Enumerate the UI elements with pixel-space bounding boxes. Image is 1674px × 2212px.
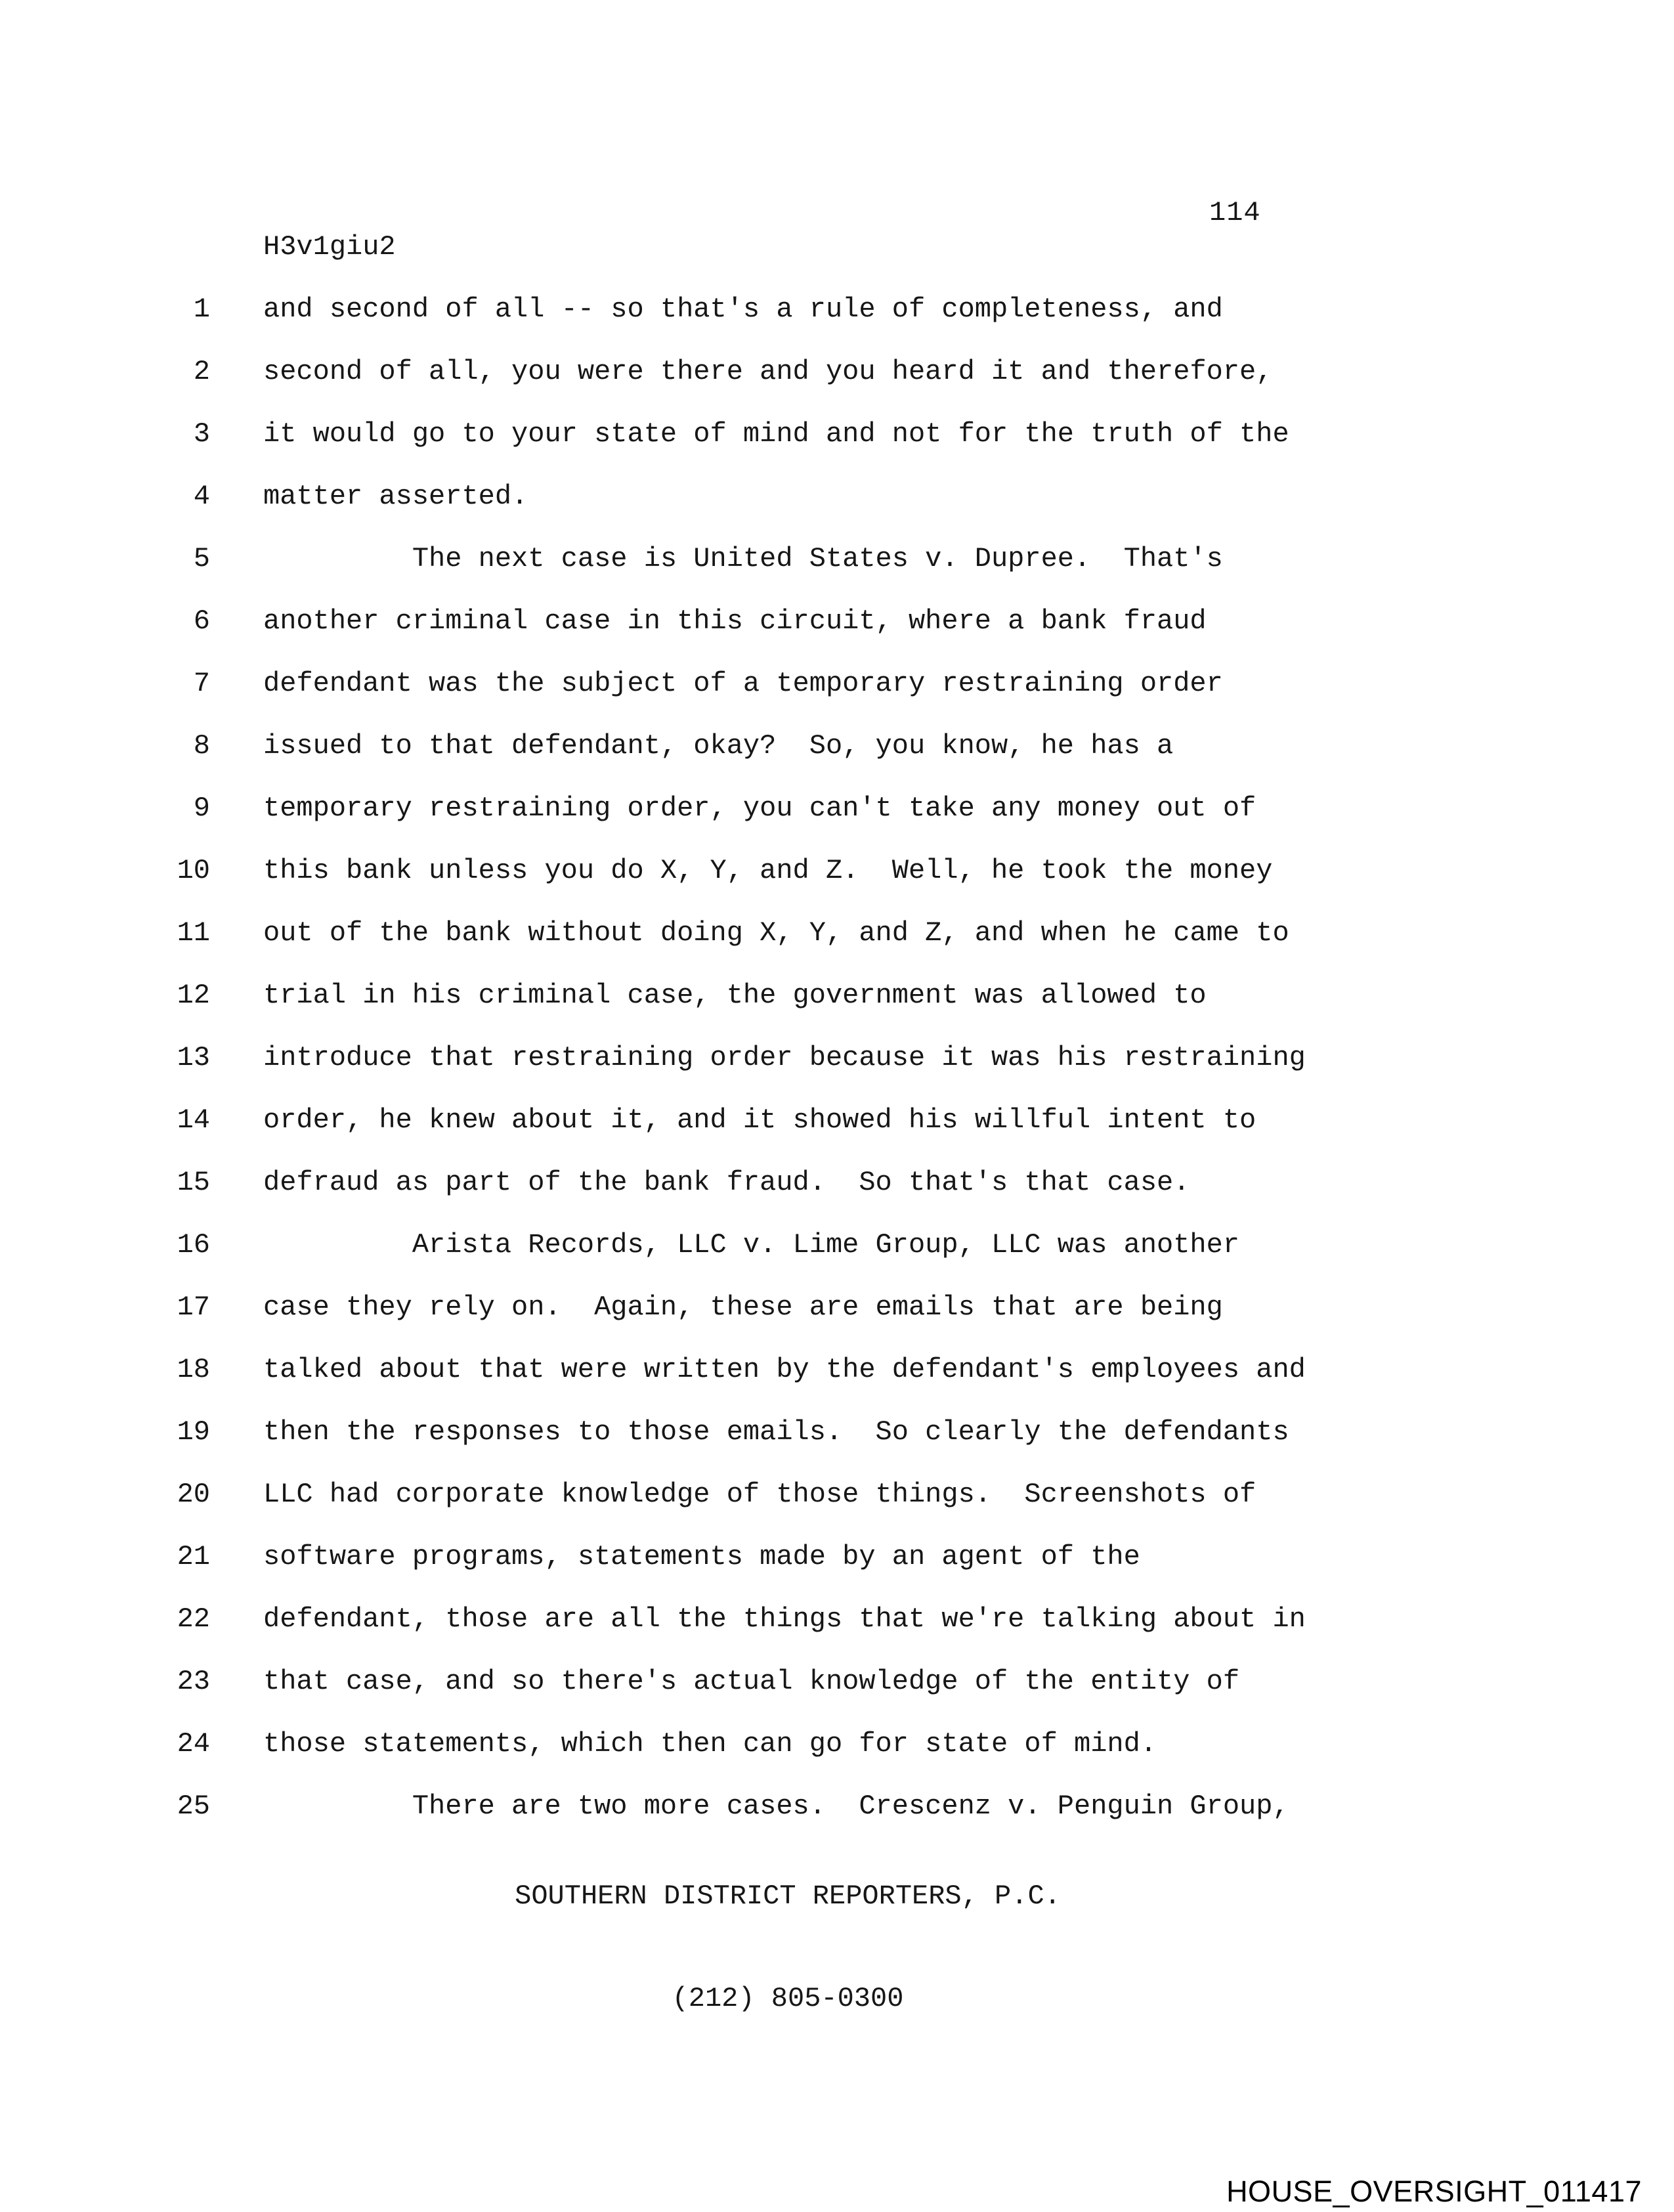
line-number: 8 [193, 730, 210, 762]
transcript-line [0, 1526, 1674, 1588]
line-number: 3 [193, 418, 210, 450]
line-number: 6 [193, 605, 210, 637]
line-text: defendant was the subject of a temporary restraining order [263, 668, 1223, 699]
reporter-footer [263, 1811, 1313, 2084]
line-text: There are two more cases. Crescenz v. Penguin Group, [263, 1790, 1289, 1822]
line-text: this bank unless you do X, Y, and Z. Well, he took the money [263, 855, 1273, 886]
line-text: temporary restraining order, you can't take any money out of [263, 792, 1256, 824]
bates-stamp: HOUSE_OVERSIGHT_011417 [1226, 2175, 1642, 2208]
line-number: 24 [177, 1728, 210, 1760]
line-number: 11 [177, 917, 210, 949]
line-number: 22 [177, 1603, 210, 1635]
transcript-line [0, 715, 1674, 777]
transcript-line [0, 590, 1674, 653]
line-text: that case, and so there's actual knowledge of the entity of [263, 1666, 1240, 1697]
transcript-line [0, 466, 1674, 528]
transcript-line [0, 1401, 1674, 1464]
line-text: matter asserted. [263, 481, 528, 512]
transcript-line [0, 528, 1674, 590]
line-text: defraud as part of the bank fraud. So that's that case. [263, 1167, 1190, 1198]
transcript-line [0, 653, 1674, 715]
transcript-line [0, 1651, 1674, 1713]
line-text: out of the bank without doing X, Y, and Z, and when he came to [263, 917, 1289, 949]
line-number: 17 [177, 1291, 210, 1323]
line-text: order, he knew about it, and it showed his willful intent to [263, 1104, 1256, 1136]
line-text: introduce that restraining order because it was his restraining [263, 1042, 1306, 1073]
line-number: 7 [193, 668, 210, 699]
line-text: and second of all -- so that's a rule of completeness, and [263, 293, 1223, 325]
line-number: 12 [177, 980, 210, 1011]
reporter-name: SOUTHERN DISTRICT REPORTERS, P.C. [515, 1880, 1061, 1912]
transcript-line [0, 1027, 1674, 1089]
line-text: defendant, those are all the things that we're talking about in [263, 1603, 1306, 1635]
transcript-line [0, 777, 1674, 840]
line-number: 15 [177, 1167, 210, 1198]
transcript-line [0, 278, 1674, 341]
transcript-body [0, 278, 1674, 1838]
transcript-line [0, 840, 1674, 902]
transcript-line [0, 1339, 1674, 1401]
line-text: talked about that were written by the defendant's employees and [263, 1354, 1306, 1385]
transcript-line [0, 403, 1674, 466]
transcript-line [0, 1713, 1674, 1775]
reporter-phone: (212) 805-0300 [672, 1983, 904, 2014]
line-number: 2 [193, 356, 210, 387]
line-number: 14 [177, 1104, 210, 1136]
line-text: Arista Records, LLC v. Lime Group, LLC was another [263, 1229, 1240, 1261]
line-number: 18 [177, 1354, 210, 1385]
line-number: 5 [193, 543, 210, 575]
line-number: 10 [177, 855, 210, 886]
transcript-line [0, 341, 1674, 403]
transcript-line [0, 1214, 1674, 1276]
line-number: 9 [193, 792, 210, 824]
line-text: it would go to your state of mind and not for the truth of the [263, 418, 1289, 450]
transcript-line [0, 1089, 1674, 1152]
line-text: software programs, statements made by an agent of the [263, 1541, 1140, 1572]
line-number: 21 [177, 1541, 210, 1572]
line-number: 4 [193, 481, 210, 512]
line-text: The next case is United States v. Dupree. That's [263, 543, 1223, 575]
line-text: another criminal case in this circuit, where a bank fraud [263, 605, 1207, 637]
line-number: 25 [177, 1790, 210, 1822]
transcript-line [0, 902, 1674, 965]
line-text: LLC had corporate knowledge of those things. Screenshots of [263, 1479, 1256, 1510]
transcript-line [0, 1464, 1674, 1526]
line-number: 20 [177, 1479, 210, 1510]
line-text: issued to that defendant, okay? So, you know, he has a [263, 730, 1174, 762]
line-text: case they rely on. Again, these are emails that are being [263, 1291, 1223, 1323]
transcript-line [0, 965, 1674, 1027]
line-number: 16 [177, 1229, 210, 1261]
page-number: 114 [1209, 197, 1261, 228]
line-number: 19 [177, 1416, 210, 1448]
line-text: those statements, which then can go for state of mind. [263, 1728, 1157, 1760]
transcript-line [0, 1276, 1674, 1339]
line-number: 23 [177, 1666, 210, 1697]
line-number: 1 [193, 293, 210, 325]
line-text: then the responses to those emails. So clearly the defendants [263, 1416, 1289, 1448]
transcript-session-id: H3v1giu2 [263, 231, 396, 263]
transcript-line [0, 1152, 1674, 1214]
line-number: 13 [177, 1042, 210, 1073]
line-text: trial in his criminal case, the government was allowed to [263, 980, 1207, 1011]
line-text: second of all, you were there and you heard it and therefore, [263, 356, 1273, 387]
transcript-line [0, 1588, 1674, 1651]
